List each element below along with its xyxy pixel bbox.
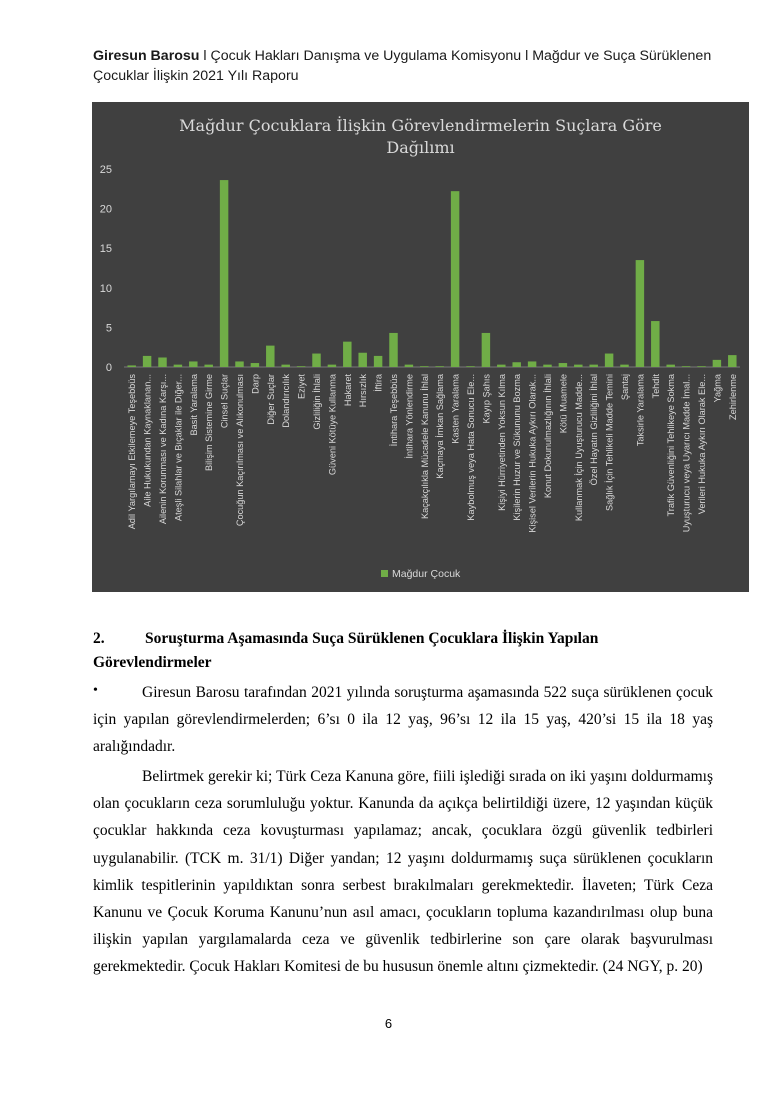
bar [312, 354, 320, 367]
x-tick-label: Kişilerin Huzur ve Sükununu Bozma [512, 374, 523, 521]
y-tick-label: 0 [105, 362, 112, 374]
x-tick-label: Uyuşturucu veya Uyarıcı Madde İmal... [681, 374, 692, 533]
bar [358, 353, 366, 367]
page-number: 6 [384, 1016, 393, 1031]
x-tick-label: Ateşli Silahlar ve Bıçaklar ile Diğer... [173, 374, 184, 522]
header-org: Giresun Barosu [93, 48, 200, 64]
bar [389, 333, 397, 367]
y-tick-label: 15 [99, 243, 112, 256]
section-number: 2. [93, 630, 105, 647]
x-tick-label: Kişiyi Hürriyetinden Yoksun Kılma [496, 374, 507, 511]
bar-chart [92, 102, 749, 592]
x-tick-label: Tehdit [650, 374, 661, 399]
bar [189, 361, 197, 367]
x-tick-label: Verileri Hukuka Aykırı Olarak Ele... [697, 374, 707, 515]
bar [204, 365, 212, 367]
bar [713, 360, 721, 367]
bar [328, 365, 336, 367]
x-tick-label: Gizliliğin İhlali [312, 374, 322, 430]
bar [574, 365, 582, 367]
bar [420, 366, 428, 367]
bar [158, 357, 166, 367]
section-title: Soruşturma Aşamasında Suça Sürüklenen Çocuklara İlişkin Yapılan Görevlendirmeler [93, 630, 599, 671]
bar [605, 354, 613, 367]
paragraph-2: Belirtmek gerekir ki; Türk Ceza Kanuna göre, fiili işlediği sırada on iki yaşını doldurmamış olan çocukların ceza sorumluluğu yoktur. Kanunda da açıkça belirtildiği üzere, 12 yaşından küçük çocuklar hakkında ceza kovuşturması yapılamaz; ancak, çocuklara özgü güvenlik tedbirleri uygulanabilir. (TCK m. 31/1) Diğer yandan; 12 yaşını doldurmamış suça sürüklenen çocukların kimlik tespitlerinin yapıldıktan sonra serbest bırakılmaları gerekmektedir. İlaveten; Türk Ceza Kanunu ve Çocuk Koruma Kanunu’nun asıl amacı, çocukların topluma kazandırılması olup buna ilişkin yapılan yargılamalarda ceza ve güvenlik tedbirlerine son çare olarak başvurulması gerekmektedir. Çocuk Hakları Komitesi de bu hususun önemle altını çizmektedir. (24 NGY, p. 20) [93, 768, 713, 976]
header-separator: l [199, 48, 211, 64]
x-tick-label: İntihara Teşebbüs [389, 374, 399, 447]
bar [281, 365, 289, 367]
bar [127, 365, 135, 367]
x-tick-label: Yağma [712, 374, 723, 403]
bar [220, 180, 228, 367]
x-tick-label: Çocuğun Kaçırılması ve Alıkonulması [235, 374, 245, 527]
bar [636, 260, 644, 367]
x-tick-label: Kötü Muamele [558, 374, 569, 434]
bar [697, 366, 705, 367]
x-tick-label: Sağlık İçin Tehlikeli Madde Temini [604, 374, 615, 512]
x-tick-label: Cinsel Suçlar [219, 374, 230, 429]
x-tick-label: Eziyet [296, 374, 307, 400]
x-tick-label: Kaybolmuş veya Hata Sonucu Ele... [466, 374, 476, 521]
bar [682, 366, 690, 367]
legend-label: Mağdur Çocuk [392, 568, 461, 580]
bar [589, 365, 597, 367]
bar [235, 361, 243, 367]
bar [343, 342, 351, 367]
bar [666, 365, 674, 367]
bar [451, 191, 459, 367]
bar [728, 355, 736, 367]
x-tick-label: Kasten Yaralama [450, 374, 461, 444]
x-tick-label: Ailenin Korunması ve Kadına Karşı... [158, 374, 168, 525]
x-tick-label: Basit Yaralama [188, 374, 199, 436]
x-tick-label: Trafik Güvenliğini Tehlikeye Sokma [666, 374, 677, 517]
page-header [93, 46, 713, 86]
y-tick-label: 5 [105, 322, 112, 335]
bar [559, 363, 567, 367]
bar [143, 356, 151, 367]
section-heading [93, 627, 713, 675]
y-tick-label: 10 [99, 282, 112, 295]
bar [266, 346, 274, 367]
x-tick-label: Kayıp Şahıs [481, 374, 492, 424]
x-tick-label: Hakaret [342, 374, 353, 407]
x-tick-label: Kaçmaya İmkan Sağlama [435, 374, 446, 479]
x-tick-label: Zehirlenme [727, 374, 738, 420]
x-tick-label: Dolandırıcılık [281, 374, 292, 428]
y-tick-label: 25 [99, 164, 112, 176]
bar [482, 333, 490, 367]
x-tick-label: İntihara Yönlendirme [404, 374, 415, 459]
x-tick-label: Darp [250, 374, 261, 394]
x-tick-label: Konut Dokunulmazlığının İhlali [543, 374, 553, 499]
x-tick-label: Güveni Kötüye Kullanma [327, 374, 338, 476]
bar [512, 362, 520, 367]
bar [620, 365, 628, 367]
x-tick-label: Kaçakçılıkla Mücadele Kanunu İhlal [419, 374, 430, 520]
bar [543, 365, 551, 367]
x-tick-label: Diğer Suçlar [265, 374, 276, 425]
x-tick-label: Hırsızlık [358, 374, 369, 408]
paragraph-1: Giresun Barosu tarafından 2021 yılında soruşturma aşamasında 522 suça sürüklenen çocuk için yapılan görevlendirmelerden; 6’sı 0 ila 12 yaş, 96’sı 12 ila 15 yaş, 420’si 15 ila 18 yaş aralığındadır. [93, 684, 713, 756]
bar [297, 366, 305, 367]
bar [435, 366, 443, 367]
legend-swatch [381, 570, 388, 577]
x-tick-label: Özel Hayatın Gizliliğini İhlal [589, 374, 600, 486]
x-tick-label: Aile Hukukundan Kaynaklanan... [142, 374, 153, 507]
bar [174, 365, 182, 367]
x-tick-label: Adil Yargılamayı Etkilemeye Teşebbüs [127, 374, 138, 530]
y-tick-label: 20 [99, 203, 112, 216]
bar [405, 365, 413, 367]
x-tick-label: İftira [373, 374, 384, 392]
chart-title-line: Dağılımı [386, 138, 455, 157]
chart-title-line: Mağdur Çocuklara İlişkin Görevlendirmelerin Suçlara Göre [179, 116, 662, 135]
bar [374, 356, 382, 367]
x-tick-label: Kullanmak İçin Uyuşturucu Madde... [573, 374, 584, 522]
header-rest: Çocuk Hakları Danışma ve Uygulama Komisyonu l Mağdur ve Suça Sürüklenen Çocuklar İlişkin 2021 Yılı Raporu [93, 48, 712, 84]
bar [497, 365, 505, 367]
bullet-icon: • [93, 683, 98, 698]
bar [466, 366, 474, 367]
x-tick-label: Şantaj [620, 374, 630, 401]
x-tick-label: Bilişim Sistemine Girme [204, 374, 215, 471]
bar [251, 363, 259, 367]
x-tick-label: Taksirle Yaralama [635, 374, 646, 447]
x-tick-label: Kişisel Verilerin Hukuka Aykırı Olarak... [527, 374, 538, 533]
bar [528, 361, 536, 367]
bar [651, 321, 659, 367]
chart-container [92, 102, 749, 592]
